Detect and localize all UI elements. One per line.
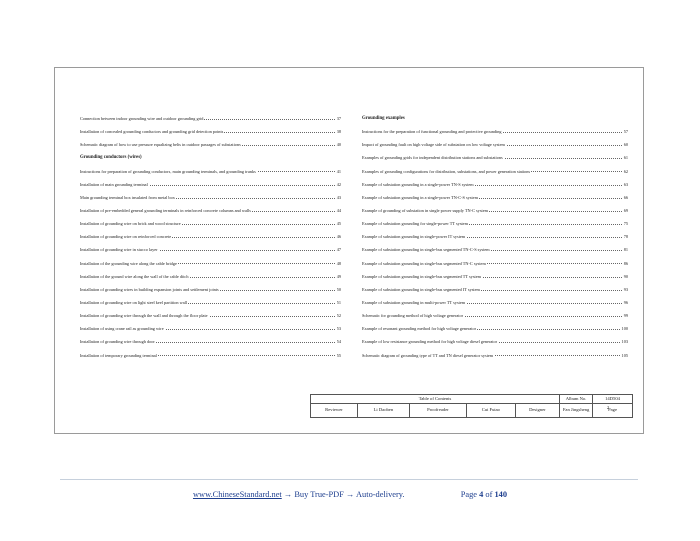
designer-name: Fan Jingsheng	[560, 404, 593, 418]
toc-entry-page: 69	[623, 207, 628, 213]
toc-entry-page: 93	[623, 286, 628, 292]
toc-entry[interactable]	[80, 274, 341, 287]
toc-entry[interactable]	[362, 313, 628, 326]
toc-entry[interactable]	[362, 326, 628, 339]
toc-entry[interactable]	[362, 353, 628, 366]
toc-entry[interactable]	[80, 326, 341, 339]
toc-entry-page: 61	[623, 155, 628, 161]
toc-entry[interactable]	[362, 182, 628, 195]
toc-right-column	[362, 116, 628, 366]
toc-entry-title: Installation of pre-embedded general grounding terminals in reinforced concrete columns and walls	[80, 207, 251, 213]
toc-entry[interactable]	[362, 155, 628, 168]
toc-entry-page: 45	[336, 221, 341, 227]
toc-entry-page: 96	[623, 299, 628, 305]
toc-entry-title: Installation of grounding wire through door	[80, 339, 155, 345]
toc-entry[interactable]	[80, 221, 341, 234]
current-page: 4	[479, 490, 484, 499]
toc-entry-page: 66	[623, 194, 628, 200]
toc-entry[interactable]	[362, 247, 628, 260]
toc-entry-page: 53	[336, 326, 341, 332]
page-value: 2	[606, 405, 610, 410]
toc-entry-title: Installation of the ground wire along the wall of the cable ditch	[80, 273, 189, 279]
toc-entry-page: 86	[623, 260, 628, 266]
toc-entry-title: Instructions for preparation of grounding conductors, main grounding terminals, and grounding trunks	[80, 168, 256, 174]
page-word: Page	[460, 490, 477, 499]
toc-entry-title: Installation of grounding wire through the wall and through the floor plate	[80, 313, 208, 319]
toc-entry-title: Installation of temporary grounding terminal	[80, 352, 157, 358]
toc-entry-title: Installation of concealed grounding conductors and grounding grid detection points	[80, 129, 224, 135]
toc-entry-page: 103	[621, 339, 628, 345]
toc-entry-page: 75	[623, 221, 628, 227]
toc-entry-title: Installation of main grounding terminal	[80, 181, 148, 187]
toc-entry[interactable]	[80, 261, 341, 274]
toc-entry-page: 90	[623, 273, 628, 279]
proofreader-label: Proofreader	[409, 404, 466, 418]
toc-entry-page: 47	[336, 247, 341, 253]
toc-entry[interactable]	[362, 261, 628, 274]
toc-entry-title: Example of resonant grounding method for high voltage generator	[362, 326, 477, 332]
toc-section-heading: Grounding examples	[362, 116, 405, 121]
toc-entry[interactable]	[80, 116, 341, 129]
toc-entry[interactable]	[362, 221, 628, 234]
toc-entry[interactable]	[80, 208, 341, 221]
toc-entry-page: 57	[623, 129, 628, 135]
toc-entry[interactable]	[362, 142, 628, 155]
toc-entry-title: Installation of grounding wire on reinforced concrete	[80, 234, 172, 240]
toc-entry[interactable]	[80, 339, 341, 352]
toc-entry-page: 99	[623, 313, 628, 319]
toc-entry[interactable]	[80, 353, 341, 366]
toc-entry-title: Connection between indoor grounding wire and outdoor grounding grid	[80, 116, 204, 121]
toc-entry[interactable]	[362, 339, 628, 352]
toc-entry-page: 51	[336, 299, 341, 305]
designer-label: Designer	[515, 404, 559, 418]
toc-entry-page: 44	[336, 207, 341, 213]
toc-entry-title: Example of substation grounding in multi-power TT system	[362, 299, 466, 305]
toc-entry[interactable]	[80, 287, 341, 300]
arrow-icon: →	[345, 490, 355, 499]
toc-entry-title: Schematic diagram of how to use pressure equalizing belts in outdoor passages of substations	[80, 142, 241, 148]
toc-entry-title: Installation of grounding wires in building expansion joints and settlement joints	[80, 286, 219, 292]
toc-entry-title: Example of substation grounding in single-bus segmented TT system	[362, 273, 481, 279]
buy-pdf-link[interactable]: Buy True-PDF	[294, 490, 344, 499]
toc-entry[interactable]	[80, 313, 341, 326]
toc-entry[interactable]	[362, 129, 628, 142]
toc-entry-title: Impact of grounding fault on high voltage side of substation on low voltage system	[362, 142, 505, 148]
toc-entry-page: 54	[336, 339, 341, 345]
toc-entry[interactable]	[80, 169, 341, 182]
toc-entry-page: 60	[623, 142, 628, 148]
toc-entry-page: 55	[336, 352, 341, 358]
auto-delivery-text: Auto-delivery.	[356, 490, 405, 499]
toc-entry-page: 42	[336, 181, 341, 187]
toc-entry-title: Example of substation grounding in a single-power TN-C-S system	[362, 194, 478, 200]
toc-entry-page: 63	[623, 181, 628, 187]
site-link[interactable]: www.ChineseStandard.net	[192, 490, 282, 499]
toc-entry-page: 40	[336, 142, 341, 148]
toc-entry-page: 62	[623, 168, 628, 174]
toc-entry[interactable]	[80, 129, 341, 142]
toc-entry[interactable]	[80, 182, 341, 195]
toc-entry-title: Example of substation grounding for single-power TT system	[362, 221, 468, 227]
title-block-toc-label: Table of Contents	[311, 395, 560, 404]
album-no-value: 14D504	[593, 395, 633, 404]
toc-entry[interactable]	[80, 234, 341, 247]
toc-entry-page: 52	[336, 313, 341, 319]
toc-entry-page: 81	[623, 247, 628, 253]
of-word: of	[485, 490, 493, 499]
toc-entry[interactable]	[80, 247, 341, 260]
toc-entry-page: 50	[336, 286, 341, 292]
toc-entry[interactable]	[80, 300, 341, 313]
toc-entry[interactable]	[362, 169, 628, 182]
toc-entry-title: Example of substation grounding in single-bus segmented IT system	[362, 286, 480, 292]
toc-section-heading: Grounding conductors (wires)	[80, 155, 142, 161]
total-pages: 140	[494, 490, 508, 499]
arrow-icon: →	[283, 490, 293, 499]
toc-entry-title: Example of substation grounding in a single-power TN-S system	[362, 181, 474, 187]
toc-entry[interactable]	[80, 195, 341, 208]
toc-entry-title: Examples of grounding grids for independent distribution stations and substations	[362, 155, 503, 161]
toc-entry[interactable]	[362, 208, 628, 221]
toc-entry[interactable]	[362, 195, 628, 208]
page-label: Page	[608, 407, 617, 413]
toc-entry-page: 100	[621, 326, 628, 332]
toc-entry-title: Example of substation grounding in single-power IT system	[362, 234, 466, 240]
toc-entry-page: 38	[336, 129, 341, 135]
toc-entry[interactable]	[362, 234, 628, 247]
toc-entry[interactable]	[362, 274, 628, 287]
toc-entry-title: Example of substation grounding in single-bus segmented TN-C system	[362, 260, 486, 266]
toc-entry-title: Installation of grounding wire in stucco layer	[80, 247, 158, 253]
toc-entry-page: 37	[336, 116, 341, 121]
toc-entry-title: Instructions for the preparation of functional grounding and protective grounding	[362, 129, 502, 135]
toc-entry-title: Example of low resistance grounding method for high voltage diesel generator	[362, 339, 498, 345]
toc-entry-title: Examples of grounding configurations for distribution, substations, and power generation stations	[362, 168, 531, 174]
toc-entry[interactable]	[80, 142, 341, 155]
toc-entry-page: 105	[621, 352, 628, 358]
toc-entry-title: Installation of grounding wire on brick and wood structure	[80, 221, 181, 227]
toc-entry-title: Schematic for grounding method of high voltage generator	[362, 313, 464, 319]
proofreader-name: Cui Futao	[467, 404, 516, 418]
toc-entry[interactable]	[362, 287, 628, 300]
reviewer-label: Reviewer	[311, 404, 358, 418]
toc-entry-title: Schematic diagram of grounding type of TT and TN diesel generator system	[362, 352, 494, 358]
toc-entry-title: Example of grounding of substation in single power supply TN-C system	[362, 207, 488, 213]
toc-entry-title: Installation of grounding wire on light steel keel partition wall	[80, 299, 188, 305]
toc-entry-page: 41	[336, 168, 341, 174]
toc-entry-page: 43	[336, 194, 341, 200]
toc-entry-title: Installation of the grounding wire along the cable bridge	[80, 260, 177, 266]
toc-entry-title: Installation of using crane rail as grounding wire	[80, 326, 164, 332]
document-page	[54, 67, 644, 434]
footer-divider	[60, 479, 638, 480]
toc-entry-page: 78	[623, 234, 628, 240]
toc-entry-page: 48	[336, 260, 341, 266]
footer-bar	[0, 490, 700, 499]
album-no-label: Album No.	[560, 395, 593, 404]
toc-left-column	[80, 116, 341, 366]
toc-entry-title: Example of substation grounding in single-bus segmented TN-C-S system	[362, 247, 490, 253]
toc-entry-page: 49	[336, 273, 341, 279]
toc-entry[interactable]	[362, 300, 628, 313]
toc-entry-page: 46	[336, 234, 341, 240]
reviewer-name: Li Daoben	[357, 404, 409, 418]
toc-entry-title: Main grounding terminal box insulated from metal box	[80, 194, 175, 200]
